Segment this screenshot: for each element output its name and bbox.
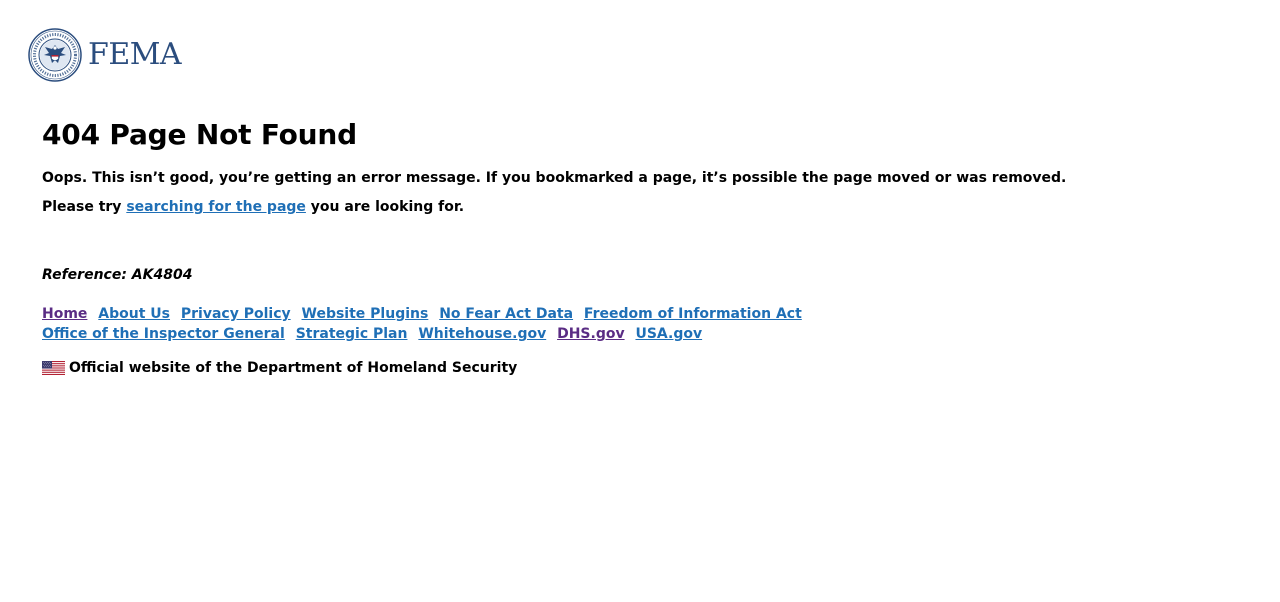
footer-link-privacy-policy[interactable]: Privacy Policy xyxy=(180,306,291,322)
official-website-notice xyxy=(42,358,1242,378)
fema-wordmark[interactable]: FEMA xyxy=(88,37,182,72)
footer-link-strategic-plan[interactable]: Strategic Plan xyxy=(295,326,408,342)
main-content xyxy=(42,118,1242,378)
footer-link-website-plugins[interactable]: Website Plugins xyxy=(301,306,429,322)
footer-link-dhs[interactable]: DHS.gov xyxy=(557,326,625,342)
footer-link-usa-gov[interactable]: USA.gov xyxy=(635,326,703,342)
search-suggestion xyxy=(42,197,1242,217)
reference-code: Reference: AK4804 xyxy=(42,267,193,283)
footer-link-no-fear-act-data[interactable]: No Fear Act Data xyxy=(439,306,574,322)
page-title: 404 Page Not Found xyxy=(42,118,357,151)
search-page-link[interactable]: searching for the page xyxy=(126,199,306,215)
official-website-text: Official website of the Department of Homeland Security xyxy=(69,360,518,376)
footer-link-inspector-general[interactable]: Office of the Inspector General xyxy=(42,326,285,342)
site-header xyxy=(28,28,181,82)
search-suggestion-suffix: you are looking for. xyxy=(305,199,465,215)
error-message: Oops. This isn’t good, you’re getting an error message. If you bookmarked a page, it’s possible the page moved or was removed. xyxy=(42,170,1067,186)
footer-link-about-us[interactable]: About Us xyxy=(98,306,171,322)
us-flag-icon xyxy=(42,361,65,375)
footer-link-home[interactable]: Home xyxy=(42,306,88,322)
footer-link-whitehouse[interactable]: Whitehouse.gov xyxy=(418,326,547,342)
search-suggestion-prefix: Please try xyxy=(42,199,127,215)
dhs-seal-icon[interactable] xyxy=(28,28,82,82)
footer-links xyxy=(42,304,952,344)
footer-link-foia[interactable]: Freedom of Information Act xyxy=(583,306,802,322)
